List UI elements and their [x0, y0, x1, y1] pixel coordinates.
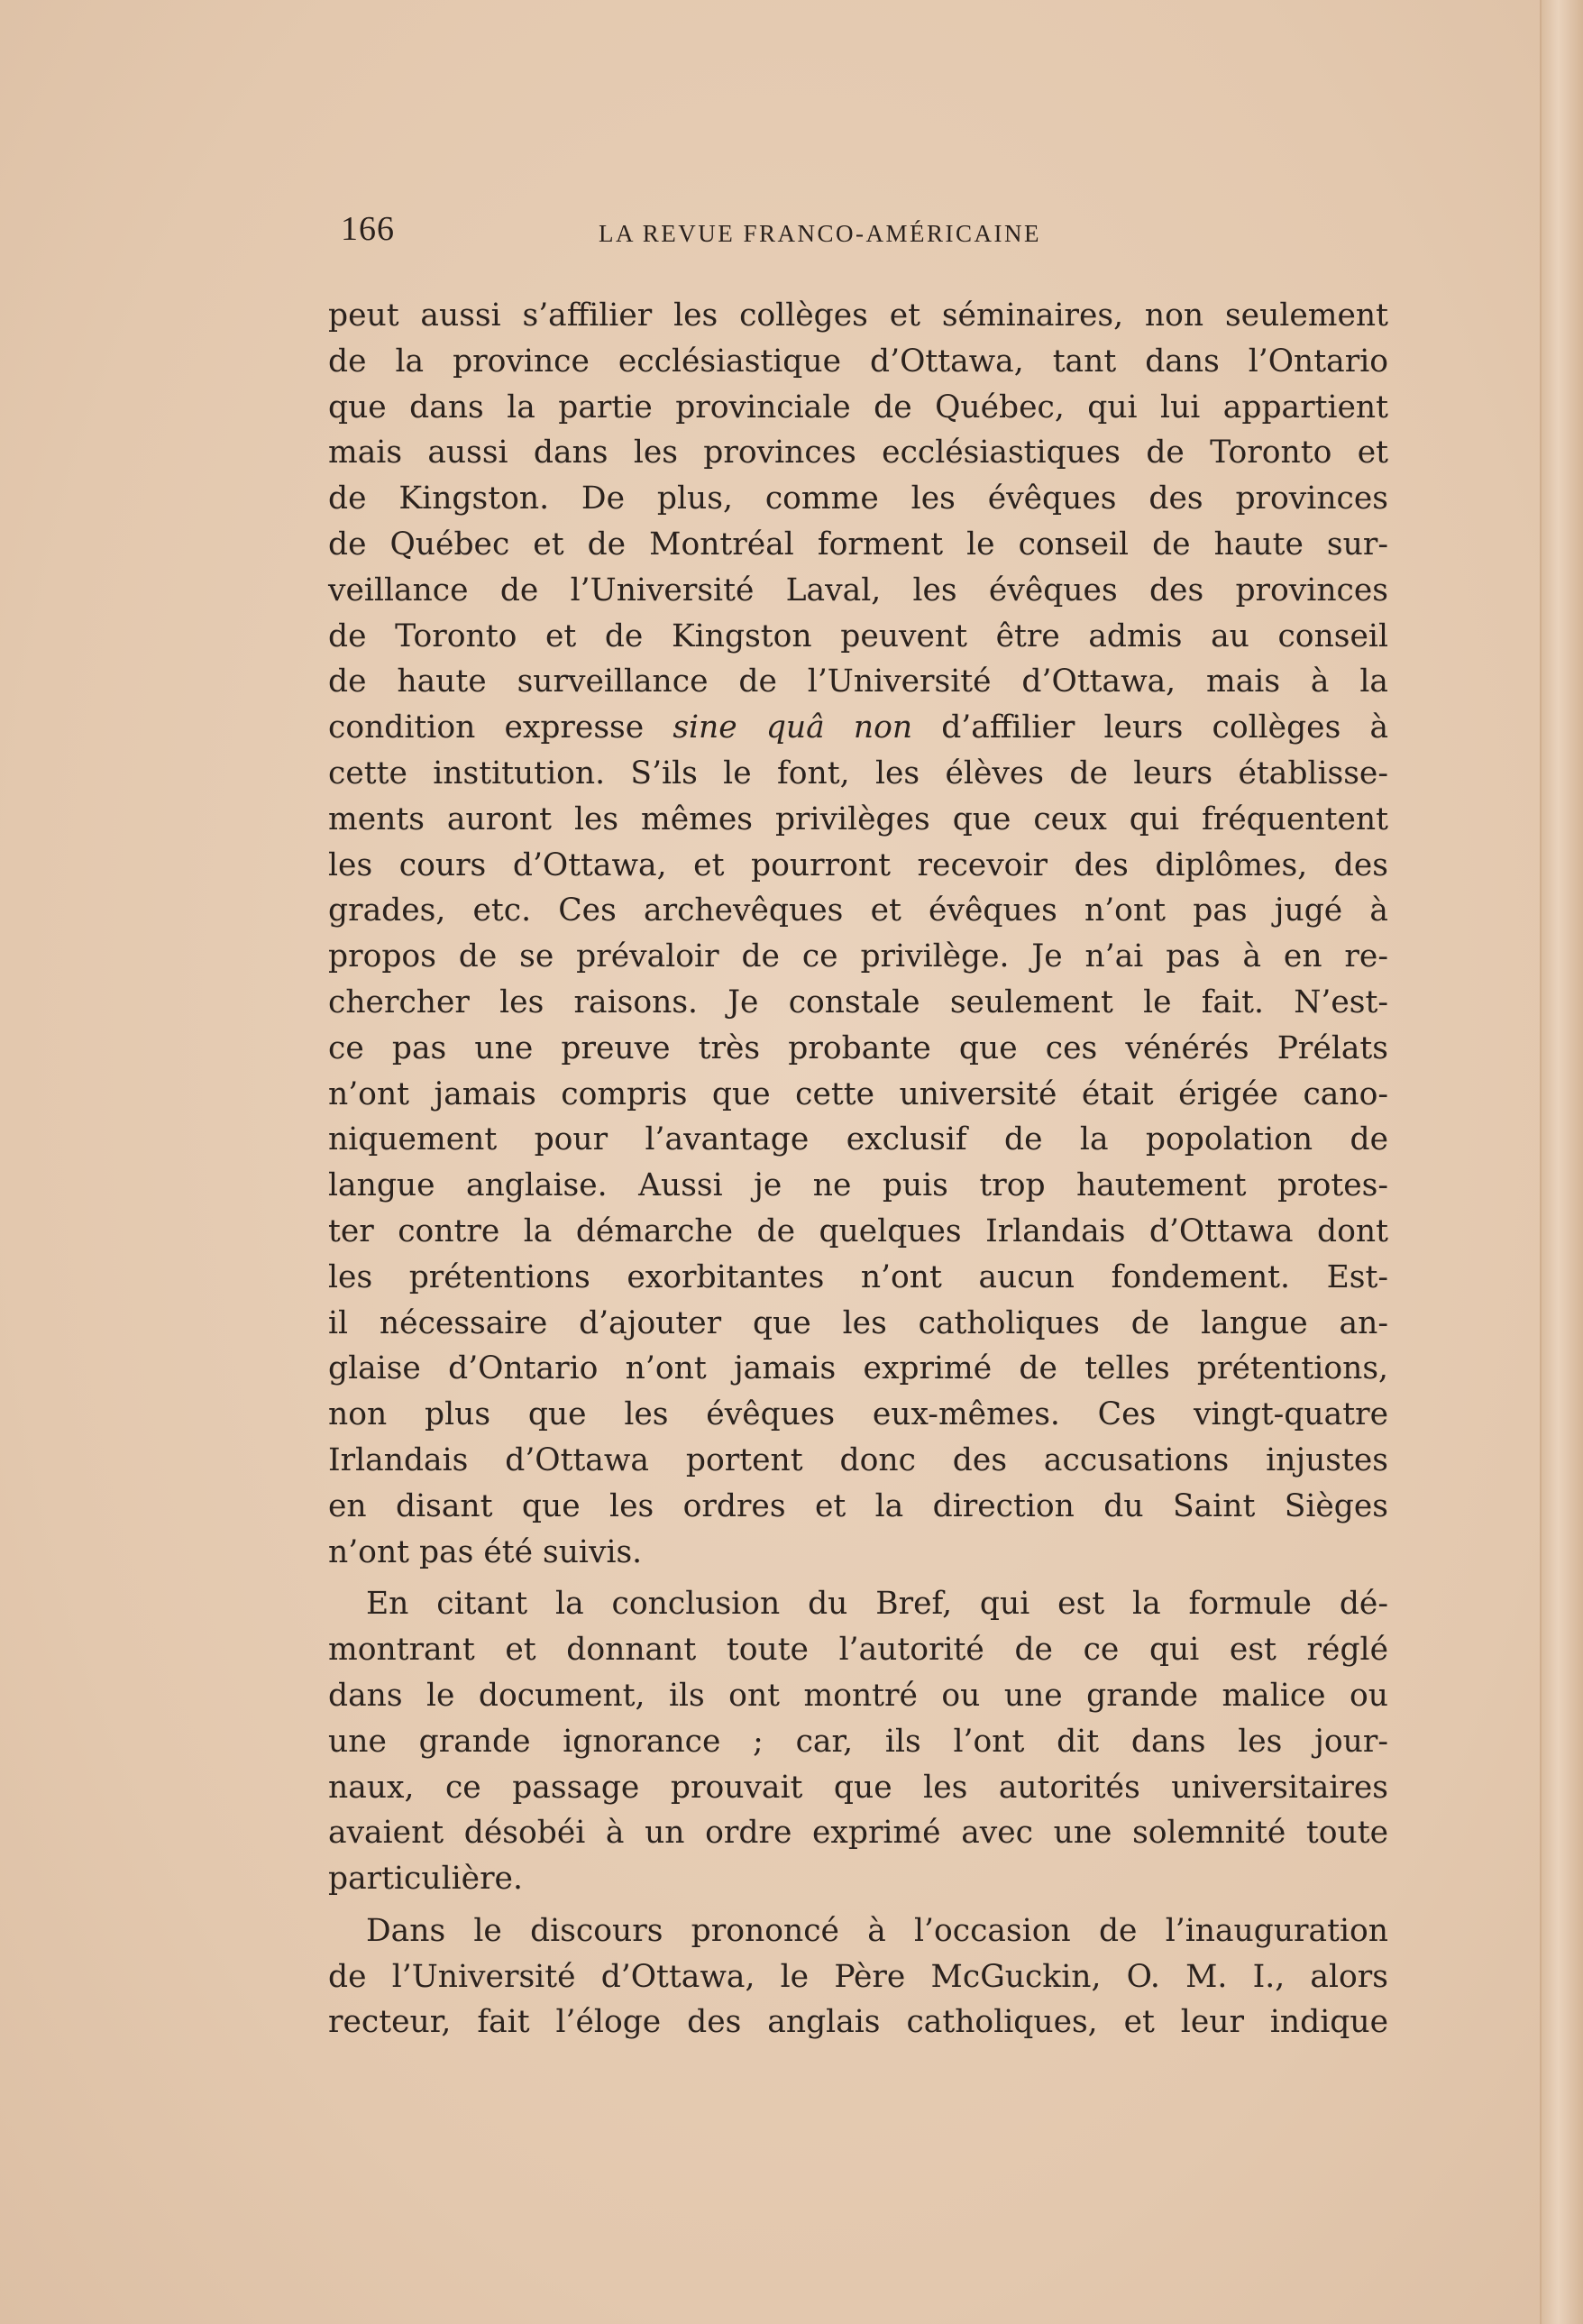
text-line: chercher les raisons. Je constale seulement le fait. N’est-: [328, 984, 1388, 1020]
text-line: propos de se prévaloir de ce privilège. Je n’ai pas à en re-: [328, 938, 1388, 975]
text-line: les prétentions exorbitantes n’ont aucun fondement. Est-: [328, 1258, 1388, 1295]
text-line: de Québec et de Montréal forment le conseil de haute sur-: [328, 526, 1388, 563]
text-line: ce pas une preuve très probante que ces vénérés Prélats: [328, 1029, 1388, 1066]
text-line: non plus que les évêques eux-mêmes. Ces vingt-quatre: [328, 1396, 1388, 1433]
text-line: de haute surveillance de l’Université d’Ottawa, mais à la: [328, 663, 1388, 700]
text-line: il nécessaire d’ajouter que les catholiques de langue an-: [328, 1304, 1388, 1341]
page-header: [341, 209, 1395, 263]
text-line: niquement pour l’avantage exclusif de la popolation de: [328, 1121, 1388, 1158]
text-line: Dans le discours prononcé à l’occasion de l’inauguration: [366, 1912, 1388, 1949]
paragraph-3: [328, 1908, 1388, 2045]
text-line: mais aussi dans les provinces ecclésiastiques de Toronto et: [328, 435, 1388, 471]
text-line: de la province ecclésiastique d’Ottawa, tant dans l’Ontario: [328, 343, 1388, 380]
text-line: veillance de l’Université Laval, les évêques des provinces: [328, 572, 1388, 608]
text-line: montrant et donnant toute l’autorité de ce qui est réglé: [328, 1632, 1388, 1669]
text-line: En citant la conclusion du Bref, qui est la formule dé-: [366, 1586, 1388, 1623]
text-line: de Kingston. De plus, comme les évêques des provinces: [328, 480, 1388, 517]
text-line-mixed: [328, 705, 1388, 751]
running-title: LA REVUE FRANCO-AMÉRICAINE: [599, 220, 1042, 247]
text-line: n’ont jamais compris que cette université était érigée cano-: [328, 1075, 1388, 1112]
text-line: langue anglaise. Aussi je ne puis trop hautement protes-: [328, 1167, 1388, 1204]
text-line: les cours d’Ottawa, et pourront recevoir des diplômes, des: [328, 846, 1388, 883]
text-line: de Toronto et de Kingston peuvent être admis au conseil: [328, 618, 1388, 654]
text-line: en disant que les ordres et la direction du Saint Sièges: [328, 1487, 1388, 1524]
paragraph-2: [328, 1581, 1388, 1902]
text-line: recteur, fait l’éloge des anglais catholiques, et leur indique: [328, 2004, 1388, 2041]
text-line: avaient désobéi à un ordre exprimé avec une solemnité toute: [328, 1815, 1388, 1852]
text-line: ments auront les mêmes privilèges que ceux qui fréquentent: [328, 801, 1388, 837]
text-line: grades, etc. Ces archevêques et évêques n’ont pas jugé à: [328, 892, 1388, 929]
text-line: naux, ce passage prouvait que les autorités universitaires: [328, 1769, 1388, 1806]
text-line: que dans la partie provinciale de Québec, qui lui appartient: [328, 389, 1388, 425]
text-segment: d’affilier leurs collèges à: [941, 709, 1389, 746]
text-line: de l’Université d’Ottawa, le Père McGuckin, O. M. I., alors: [328, 1958, 1388, 1995]
text-line: dans le document, ils ont montré ou une grande malice ou: [328, 1677, 1388, 1714]
text-line: particulière.: [328, 1861, 523, 1898]
text-line: ter contre la démarche de quelques Irlandais d’Ottawa dont: [328, 1212, 1388, 1249]
italic-phrase: sine quâ non: [673, 709, 913, 746]
text-line: glaise d’Ontario n’ont jamais exprimé de telles prétentions,: [328, 1350, 1388, 1387]
text-line: peut aussi s’affilier les collèges et séminaires, non seulement: [328, 297, 1388, 334]
paragraph-1: [328, 293, 1388, 1575]
text-segment: condition expresse: [328, 709, 645, 746]
text-line: Irlandais d’Ottawa portent donc des accusations injustes: [328, 1441, 1388, 1478]
text-line: une grande ignorance ; car, ils l’ont dit dans les jour-: [328, 1723, 1388, 1760]
page-edge: [1540, 0, 1583, 2324]
text-line: n’ont pas été suivis.: [328, 1533, 643, 1570]
body-text: [328, 293, 1388, 2052]
page-number: 166: [341, 210, 395, 248]
text-line: cette institution. S’ils le font, les élèves de leurs établisse-: [328, 755, 1388, 791]
